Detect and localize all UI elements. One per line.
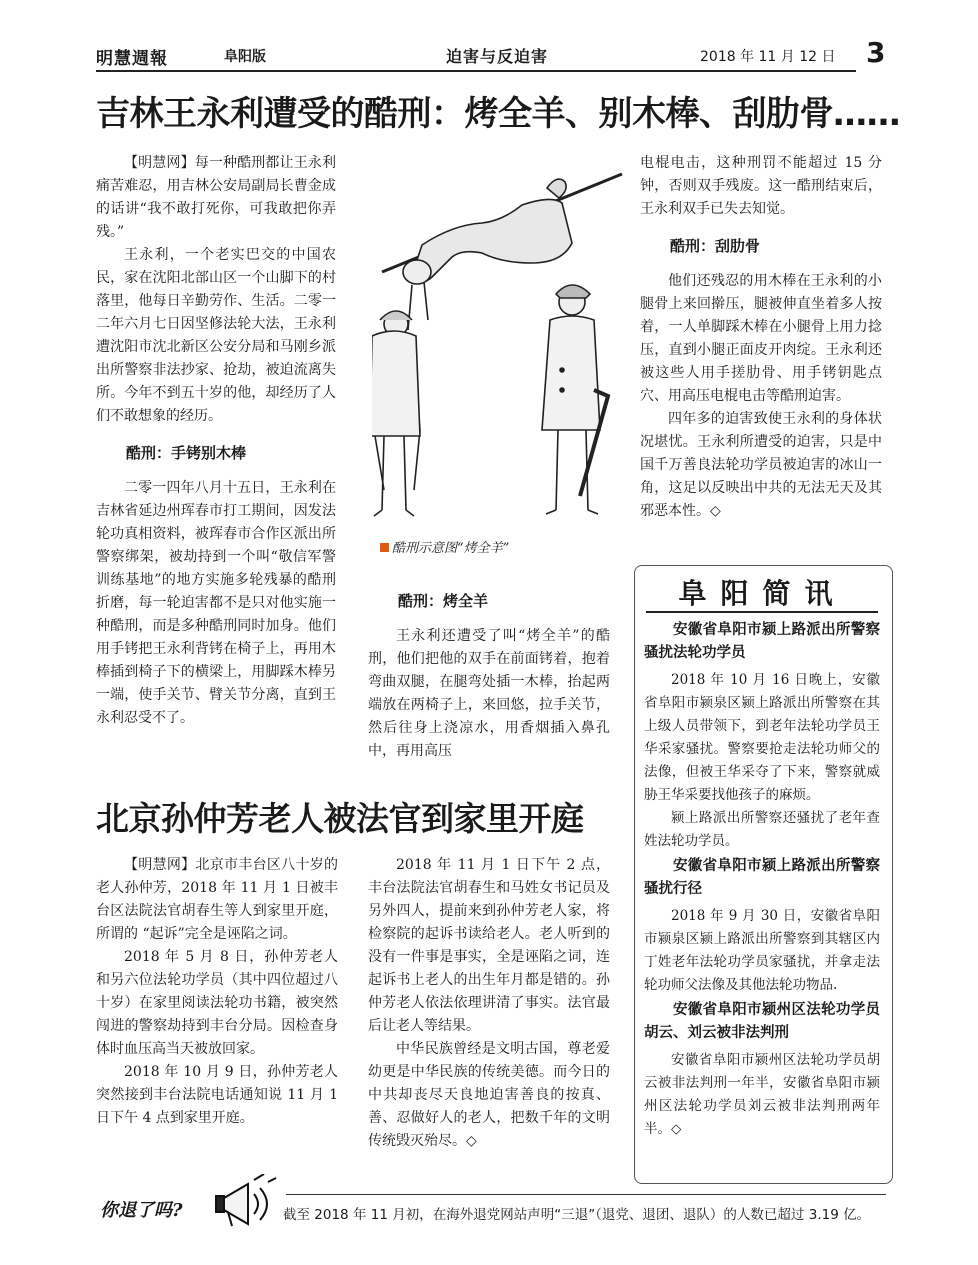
footer-rule [286,1194,886,1195]
issue-date: 2018 年 11 月 12 日 [700,49,836,65]
brief-paragraph: 颍上路派出所警察还骚扰了老年查姓法轮功学员。 [644,810,880,849]
caption-text: 酷刑示意图“烤全羊” [392,541,510,556]
footer-slogan: 你退了吗? [100,1200,183,1221]
paragraph: 电棍电击，这种刑罚不能超过 15 分钟，否则双手残废。这一酷刑结束后，王永利双手已失去知觉。 [640,155,882,217]
caption-marker-icon [380,543,389,552]
briefs-title: 阜阳简讯 [678,577,847,610]
paragraph: 他们还残忍的用木棒在王永利的小腿骨上来回擀压，腿被伸直坐着多人按着，一人单脚踩木棒在小腿骨上用力捻压，直到小腿正面皮开肉绽。王永利还被这些人用手搓肋骨、用手铐钥匙点穴、用高压电棍电击等酷刑迫害。 [640,273,882,404]
megaphone-icon [214,1174,280,1232]
paper-name: 明慧週報 [96,49,168,69]
illustration-drawing [372,160,634,544]
paragraph: 【明慧网】北京市丰台区八十岁的老人孙仲芳，2018 年 11 月 1 日被丰台区法院法官胡春生等人到家里开庭，所谓的 “起诉”完全是诬陷之词。 [96,857,338,942]
paragraph: 王永利，一个老实巴交的中国农民，家在沈阳北部山区一个山脚下的村落里，他每日辛勤劳作、生活。二零一二年六月七日因坚修法轮大法，王永利遭沈阳市沈北新区公安分局和马刚乡派出所警察非法抄家、抢劫，被迫流离失所。今年不到五十岁的他，却经历了人们不敢想象的经历。 [96,247,336,424]
brief-paragraph: 2018 年 10 月 16 日晚上，安徽省阜阳市颍泉区颍上路派出所警察在其上级人员带领下，到老年法轮功学员王华采家骚扰。警察要抢走法轮功师父的法像，但被王华采夺了下来，警察就威胁王华采要找他孩子的麻烦。 [644,672,880,803]
paragraph: 中华民族曾经是文明古国，尊老爱幼更是中华民族的传统美德。而今日的中共却丧尽天良地迫害善良的按真、善、忍做好人的老人，把数千年的文明传统毁灭殆尽。◇ [368,1041,610,1149]
paragraph: 四年多的迫害致使王永利的身体状况堪忧。王永利所遭受的迫害，只是中国千万善良法轮功学员被迫害的冰山一角，这足以反映出中共的无法无天及其邪恶本性。◇ [640,411,882,519]
paragraph: 2018 年 11 月 1 日下午 2 点，丰台法院法官胡春生和马姓女书记员及另外四人，提前来到孙仲芳老人家，将检察院的起诉书读给老人。老人听到的没有一件事是事实，全是诬陷之词，连起诉书上老人的出生年月都是错的。孙仲芳老人依法依理讲清了事实。法官最后让老人等结果。 [368,857,610,1034]
section-title: 迫害与反迫害 [446,47,549,66]
subheading: 酷刑：刮肋骨 [670,237,761,255]
brief-heading: 安徽省阜阳市颍州区法轮功学员胡云、刘云被非法判刑 [644,1002,880,1041]
subheading: 酷刑：手铐别木棒 [126,444,247,462]
brief-paragraph: 安徽省阜阳市颍州区法轮功学员胡云被非法判刑一年半，安徽省阜阳市颍州区法轮功学员刘云被非法判刑两年半。◇ [644,1052,880,1137]
briefs-content [644,617,880,1141]
article2-column2 [368,854,610,1153]
brief-heading: 安徽省阜阳市颍上路派出所警察骚扰法轮功学员 [644,622,880,661]
article1-column2 [368,590,610,763]
page-number: 3 [866,36,886,69]
briefs-title-rule [646,611,878,613]
article1-column1 [96,152,336,730]
illustration-caption [380,537,509,556]
paragraph: 2018 年 10 月 9 日，孙仲芳老人突然接到丰台法院电话通知说 11 月 1 日下午 4 点到家里开庭。 [96,1064,338,1126]
footer-statement: 截至 2018 年 11 月初，在海外退党网站声明“三退”（退党、退团、退队）的人数已超过 3.19 亿。 [283,1207,871,1223]
paragraph: 【明慧网】每一种酷刑都让王永利痛苦难忍，用吉林公安局副局长曹金成的话讲“我不敢打死你，可我敢把你弄残。” [96,155,336,240]
paragraph: 二零一四年八月十五日，王永利在吉林省延边州珲春市打工期间，因发法轮功真相资料，被珲春市合作区派出所警察绑架，被劫持到一个叫“敬信军警训练基地”的地方实施多轮残暴的酷刑折磨，每一轮迫害都不是只对他实施一种酷刑，而是多种酷刑同时加身。他们用手铐把王永利背铐在椅子上，再用木棒插到椅子下的横梁上，用脚踩木棒另一端，使手关节、臂关节分离，直到王永利忍受不了。 [96,480,336,726]
brief-heading: 安徽省阜阳市颍上路派出所警察骚扰行径 [644,858,880,897]
article2-column1 [96,854,338,1130]
article2-title: 北京孙仲芳老人被法官到家里开庭 [96,799,584,838]
page-header [96,38,886,72]
article1-title: 吉林王永利遭受的酷刑：烤全羊、别木棒、刮肋骨…… [96,94,900,134]
paragraph: 2018 年 5 月 8 日，孙仲芳老人和另六位法轮功学员（其中四位超过八十岁）在家里阅读法轮功书籍，被突然闯进的警察劫持到丰台分局。因检查身体时血压高当天被放回家。 [96,949,338,1057]
header-rule [96,70,856,72]
subheading: 酷刑：烤全羊 [398,592,489,610]
torture-illustration [372,160,634,544]
edition-label: 阜阳版 [224,49,266,65]
brief-paragraph: 2018 年 9 月 30 日，安徽省阜阳市颍泉区颍上路派出所警察到其辖区内丁姓老年法轮功学员家骚扰，并拿走法轮功师父法像及其他法轮功物品. [644,908,880,993]
paragraph: 王永利还遭受了叫“烤全羊”的酷刑，他们把他的双手在前面铐着，抱着弯曲双腿，在腿弯处插一木棒，抬起两端放在两椅子上，来回悠，拉手关节，然后往身上浇凉水，用香烟插入鼻孔中，再用高压 [368,628,610,759]
article1-column3 [640,152,882,523]
